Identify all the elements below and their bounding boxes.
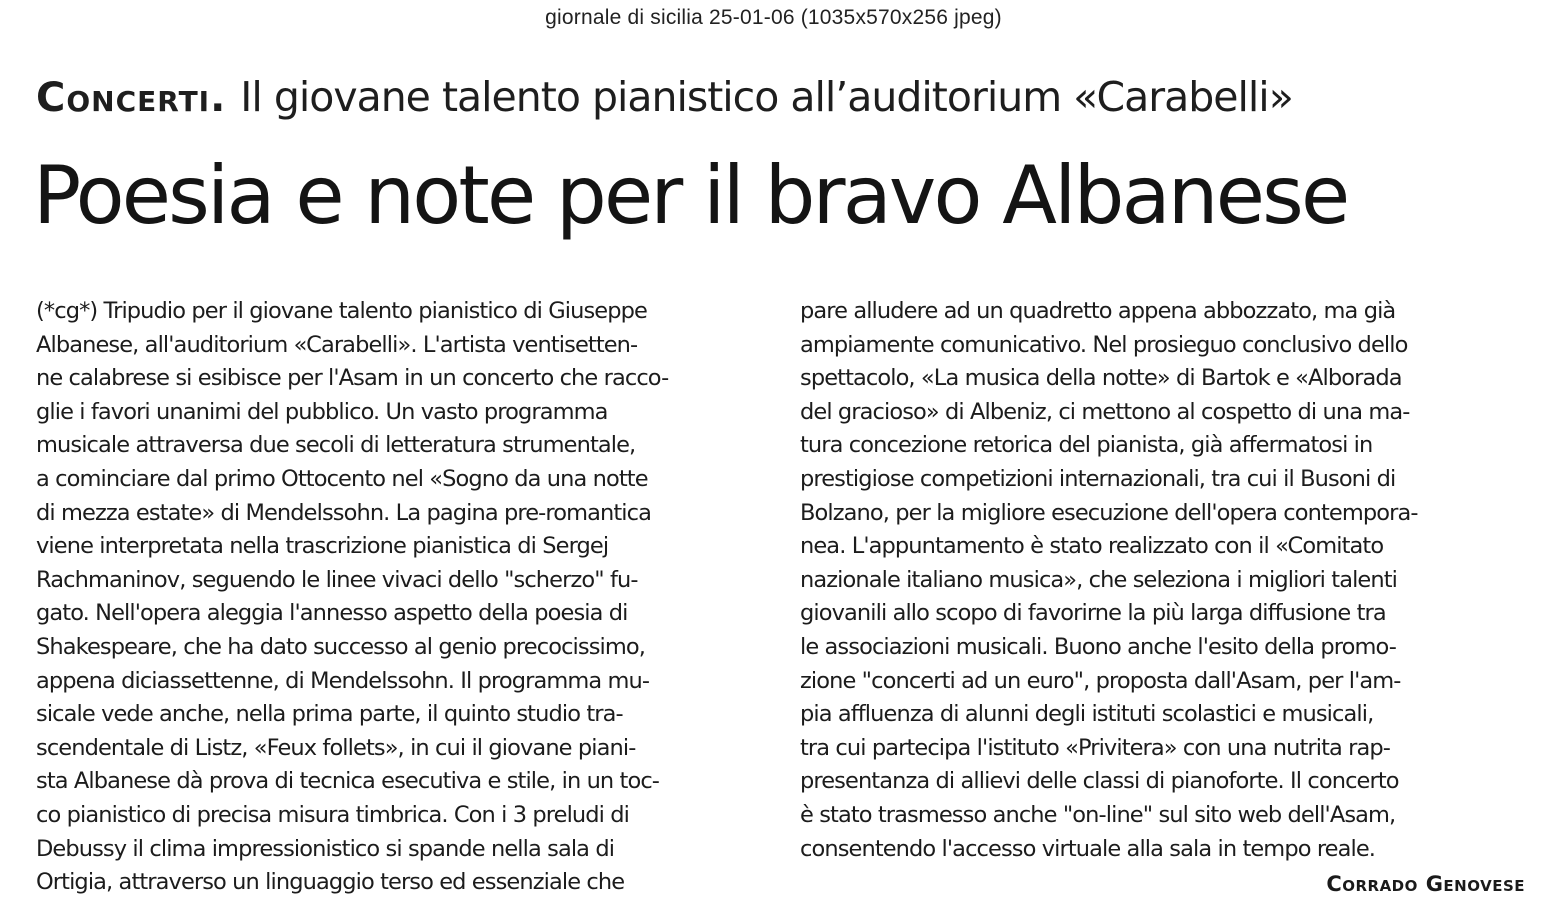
text-line: Albanese, all'auditorium «Carabelli». L'artista ventisetten-: [36, 331, 638, 358]
text-line: tura concezione retorica del pianista, già affermatosi in: [800, 432, 1373, 459]
article-column-left: [36, 295, 766, 900]
text-line: nea. L'appuntamento è stato realizzato con il «Comitato: [800, 533, 1384, 560]
source-caption: giornale di sicilia 25-01-06 (1035x570x256 jpeg): [545, 6, 1002, 29]
text-line: tra cui partecipa l'istituto «Privitera» con una nutrita rap-: [800, 734, 1390, 761]
text-line: ne calabrese si esibisce per l'Asam in un concerto che racco-: [36, 365, 669, 392]
text-line: viene interpretata nella trascrizione pianistica di Sergej: [36, 533, 609, 560]
text-line: nazionale italiano musica», che seleziona i migliori talenti: [800, 566, 1398, 593]
text-line: consentendo l'accesso virtuale alla sala in tempo reale.: [800, 835, 1376, 862]
text-line: (*cg*) Tripudio per il giovane talento pianistico di Giuseppe: [36, 298, 647, 324]
text-line: ampiamente comunicativo. Nel prosieguo conclusivo dello: [800, 331, 1408, 358]
text-line: prestigiose competizioni internazionali, tra cui il Busoni di: [800, 465, 1396, 492]
text-line: pare alludere ad un quadretto appena abbozzato, ma già: [800, 298, 1396, 324]
text-line: Ortigia, attraverso un linguaggio terso ed essenziale che: [36, 869, 625, 896]
text-line: Rachmaninov, seguendo le linee vivaci dello "scherzo" fu-: [36, 566, 638, 593]
text-line: scendentale di Listz, «Feux follets», in cui il giovane piani-: [36, 734, 636, 761]
kicker-text: Il giovane talento pianistico all’auditorium «Carabelli»: [240, 73, 1293, 121]
section-label: Concerti.: [36, 75, 227, 121]
text-line: giovanili allo scopo di favorirne la più larga diffusione tra: [800, 600, 1386, 627]
text-line: glie i favori unanimi del pubblico. Un vasto programma: [36, 398, 608, 425]
text-line: presentanza di allievi delle classi di pianoforte. Il concerto: [800, 768, 1399, 795]
text-line: a cominciare dal primo Ottocento nel «Sogno da una notte: [36, 465, 648, 492]
text-line: musicale attraversa due secoli di letteratura strumentale,: [36, 432, 636, 459]
text-line: zione "concerti ad un euro", proposta dall'Asam, per l'am-: [800, 667, 1401, 694]
text-line: Bolzano, per la migliore esecuzione dell'opera contempora-: [800, 499, 1418, 526]
article-headline: Poesia e note per il bravo Albanese: [33, 149, 1348, 242]
text-line: del gracioso» di Albeniz, ci mettono al cospetto di una ma-: [800, 398, 1410, 425]
text-line: gato. Nell'opera aleggia l'annesso aspetto della poesia di: [36, 600, 628, 627]
text-line: Shakespeare, che ha dato successo al genio precocissimo,: [36, 633, 646, 660]
author-byline: Corrado Genovese: [1326, 872, 1525, 896]
text-line: co pianistico di precisa misura timbrica. Con i 3 preludi di: [36, 801, 630, 828]
text-line: pia affluenza di alunni degli istituti scolastici e musicali,: [800, 701, 1374, 728]
text-line: sta Albanese dà prova di tecnica esecutiva e stile, in un toc-: [36, 768, 660, 795]
text-line: di mezza estate» di Mendelssohn. La pagina pre-romantica: [36, 499, 651, 526]
text-line: Debussy il clima impressionistico si spande nella sala di: [36, 835, 615, 862]
text-line: sicale vede anche, nella prima parte, il quinto studio tra-: [36, 701, 623, 728]
article-kicker: [36, 72, 1536, 123]
text-line: le associazioni musicali. Buono anche l'esito della promo-: [800, 633, 1396, 660]
text-line: spettacolo, «La musica della notte» di Bartok e «Alborada: [800, 365, 1402, 392]
text-line: appena diciassettenne, di Mendelssohn. Il programma mu-: [36, 667, 650, 694]
article-column-right: [800, 295, 1530, 866]
text-line: è stato trasmesso anche "on-line" sul sito web dell'Asam,: [800, 801, 1396, 828]
